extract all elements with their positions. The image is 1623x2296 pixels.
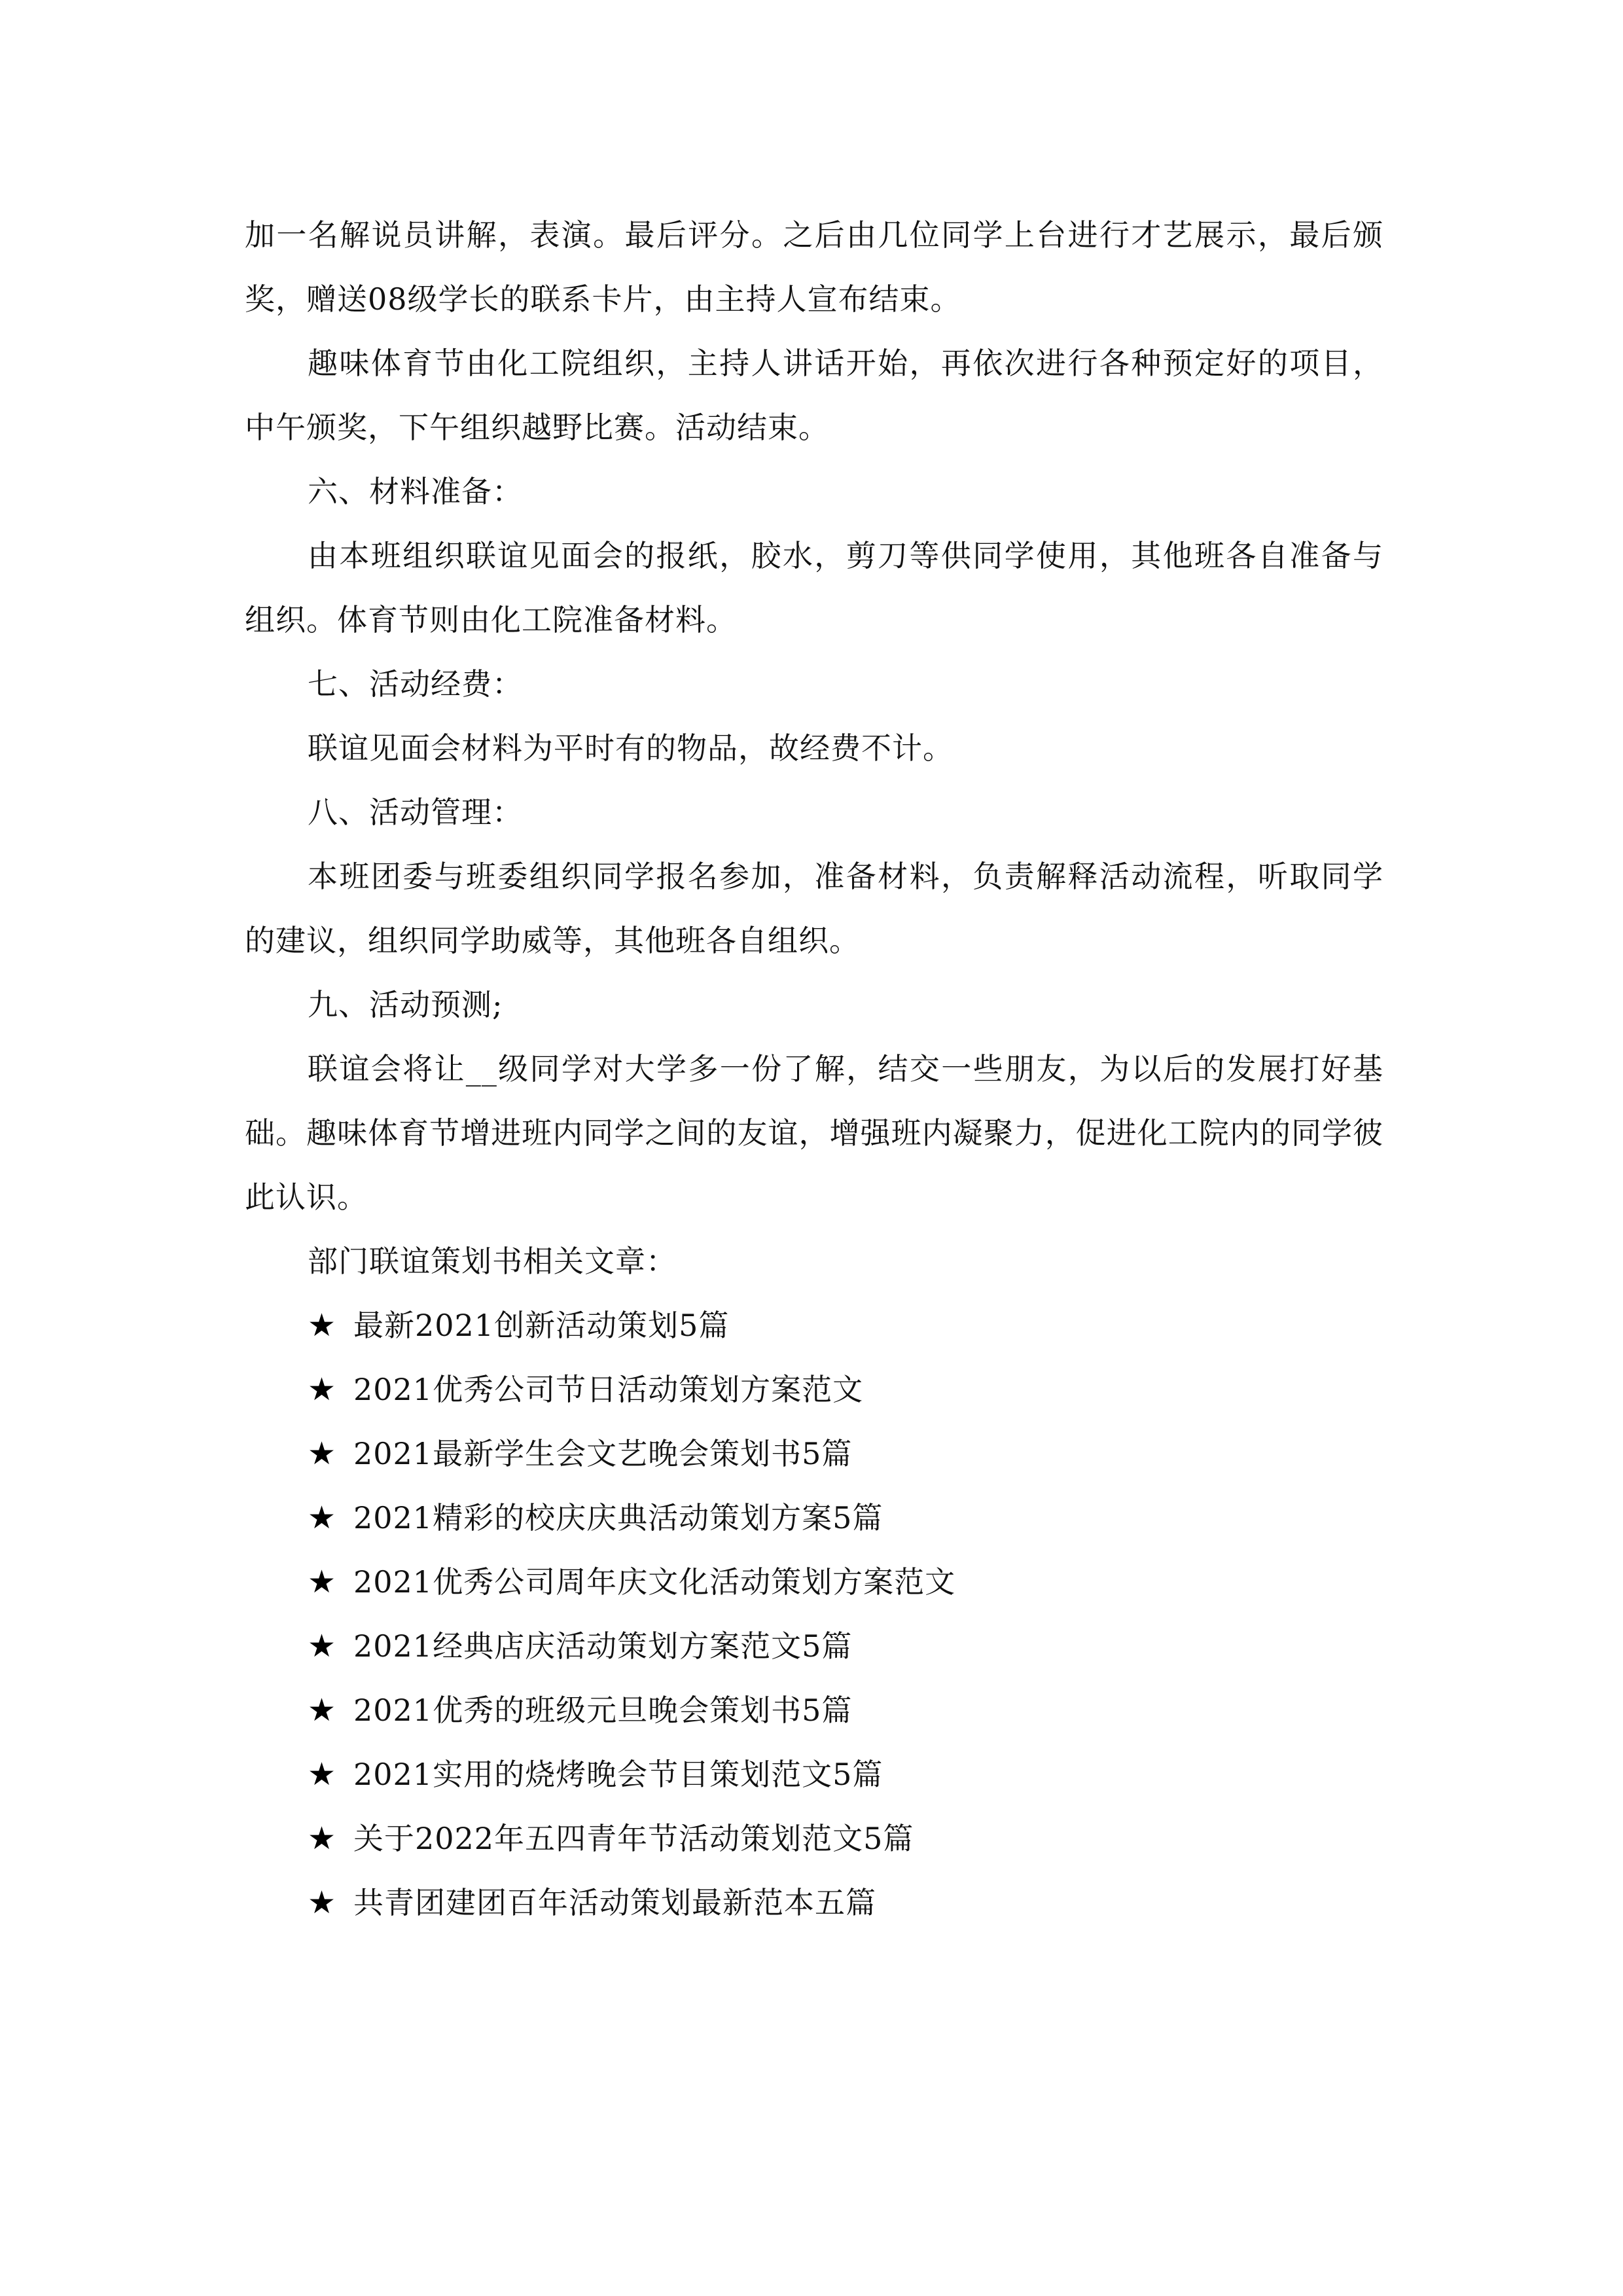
star-icon: ★ [308, 1820, 337, 1857]
related-article-title: 2021最新学生会文艺晚会策划书5篇 [353, 1436, 853, 1471]
related-article-link[interactable] [245, 1357, 1383, 1422]
document-body [245, 203, 1383, 1935]
section-heading: 六、材料准备： [308, 474, 523, 509]
star-icon: ★ [308, 1628, 337, 1664]
related-articles-list [245, 1293, 1383, 1935]
related-article-title: 2021精彩的校庆庆典活动策划方案5篇 [353, 1500, 883, 1535]
related-article-link[interactable] [245, 1678, 1383, 1742]
related-article-title: 2021优秀的班级元旦晚会策划书5篇 [353, 1693, 853, 1728]
related-article-link[interactable] [245, 1614, 1383, 1678]
section-body: 联谊见面会材料为平时有的物品，故经费不计。 [308, 730, 954, 766]
related-article-title: 2021经典店庆活动策划方案范文5篇 [353, 1628, 853, 1664]
related-article-link[interactable] [245, 1742, 1383, 1806]
section-body: 联谊会将让__级同学对大学多一份了解，结交一些朋友，为以后的发展打好基础。趣味体育节增进班内同学之间的友谊，增强班内凝聚力，促进化工院内的同学彼此认识。 [245, 1051, 1383, 1215]
section-body: 由本班组织联谊见面会的报纸，胶水，剪刀等供同学使用，其他班各自准备与组织。体育节则由化工院准备材料。 [245, 538, 1383, 637]
star-icon: ★ [308, 1756, 337, 1793]
section-heading: 九、活动预测; [308, 987, 503, 1022]
related-article-link[interactable] [245, 1293, 1383, 1357]
related-article-title: 2021实用的烧烤晚会节目策划范文5篇 [353, 1757, 883, 1792]
related-article-title: 关于2022年五四青年节活动策划范文5篇 [353, 1821, 914, 1856]
star-icon: ★ [308, 1499, 337, 1536]
star-icon: ★ [308, 1884, 337, 1921]
related-article-link[interactable] [245, 1486, 1383, 1550]
related-article-title: 共青团建团百年活动策划最新范本五篇 [353, 1885, 876, 1920]
section-heading: 七、活动经费： [308, 666, 523, 702]
section-body: 本班团委与班委组织同学报名参加，准备材料，负责解释活动流程，听取同学的建议，组织同学助威等，其他班各自组织。 [245, 859, 1383, 958]
star-icon: ★ [308, 1564, 337, 1600]
related-articles-heading: 部门联谊策划书相关文章： [308, 1244, 677, 1279]
related-article-link[interactable] [245, 1550, 1383, 1614]
related-article-title: 2021优秀公司节日活动策划方案范文 [353, 1372, 864, 1407]
section-heading: 八、活动管理： [308, 795, 523, 830]
paragraph-text: 趣味体育节由化工院组织，主持人讲话开始，再依次进行各种预定好的项目，中午颁奖，下午组织越野比赛。活动结束。 [245, 346, 1383, 445]
related-article-link[interactable] [245, 1871, 1383, 1935]
related-article-link[interactable] [245, 1422, 1383, 1486]
paragraph-text: 加一名解说员讲解，表演。最后评分。之后由几位同学上台进行才艺展示，最后颁奖，赠送08级学长的联系卡片，由主持人宣布结束。 [245, 217, 1383, 317]
star-icon: ★ [308, 1692, 337, 1729]
star-icon: ★ [308, 1307, 337, 1344]
star-icon: ★ [308, 1435, 337, 1472]
related-article-link[interactable] [245, 1806, 1383, 1871]
related-article-title: 2021优秀公司周年庆文化活动策划方案范文 [353, 1564, 956, 1600]
star-icon: ★ [308, 1371, 337, 1408]
related-article-title: 最新2021创新活动策划5篇 [353, 1308, 730, 1343]
